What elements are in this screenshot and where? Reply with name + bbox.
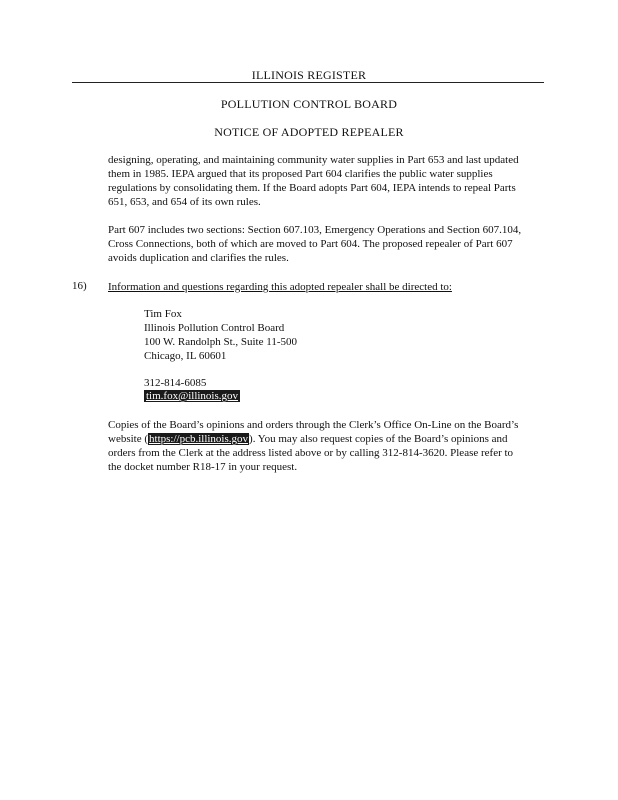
paragraph-copies	[108, 418, 522, 474]
contact-phone: 312-814-6085	[144, 377, 207, 389]
contact-address-line1: 100 W. Randolph St., Suite 11-500	[144, 336, 297, 348]
contact-org: Illinois Pollution Control Board	[144, 322, 285, 334]
contact-block	[144, 307, 297, 363]
contact-name: Tim Fox	[144, 308, 182, 320]
copies-text-end: ). You may also request copies of the Board’s opinions and orders from the Clerk at the address listed above or by calling 312-814-3620. Please refer to the docket number R18-17 in your request.	[108, 433, 514, 473]
header-rule	[72, 82, 544, 83]
item-heading: Information and questions regarding this adopted repealer shall be directed to:	[108, 281, 452, 293]
contact-address-line2: Chicago, IL 60601	[144, 350, 227, 362]
item-number: 16)	[72, 280, 87, 292]
copies-text-start: Copies of the Board’s opinions and orders through the Clerk’s Office On-Line on the Board’s website (	[108, 419, 519, 445]
agency-title: POLLUTION CONTROL BOARD	[220, 97, 398, 111]
paragraph-part-604: designing, operating, and maintaining community water supplies in Part 653 and last updated them in 1985. IEPA argued that its proposed Part 604 clarifies the public water supplies regulations by consolidating them. If the Board adopts Part 604, IEPA intends to repeal Parts 651, 653, and 654 of its own rules.	[108, 154, 519, 208]
paragraph-part-607: Part 607 includes two sections: Section 607.103, Emergency Operations and Section 607.104, Cross Connections, both of which are moved to Part 604. The proposed repealer of Part 607 avoids duplication and clarifies the rules.	[108, 224, 522, 264]
notice-title: NOTICE OF ADOPTED REPEALER	[214, 125, 404, 139]
contact-email-link[interactable]: tim.fox@illinois.gov	[146, 390, 239, 402]
board-website-link[interactable]: https://pcb.illinois.gov	[149, 433, 249, 445]
register-title: ILLINOIS REGISTER	[251, 68, 367, 82]
